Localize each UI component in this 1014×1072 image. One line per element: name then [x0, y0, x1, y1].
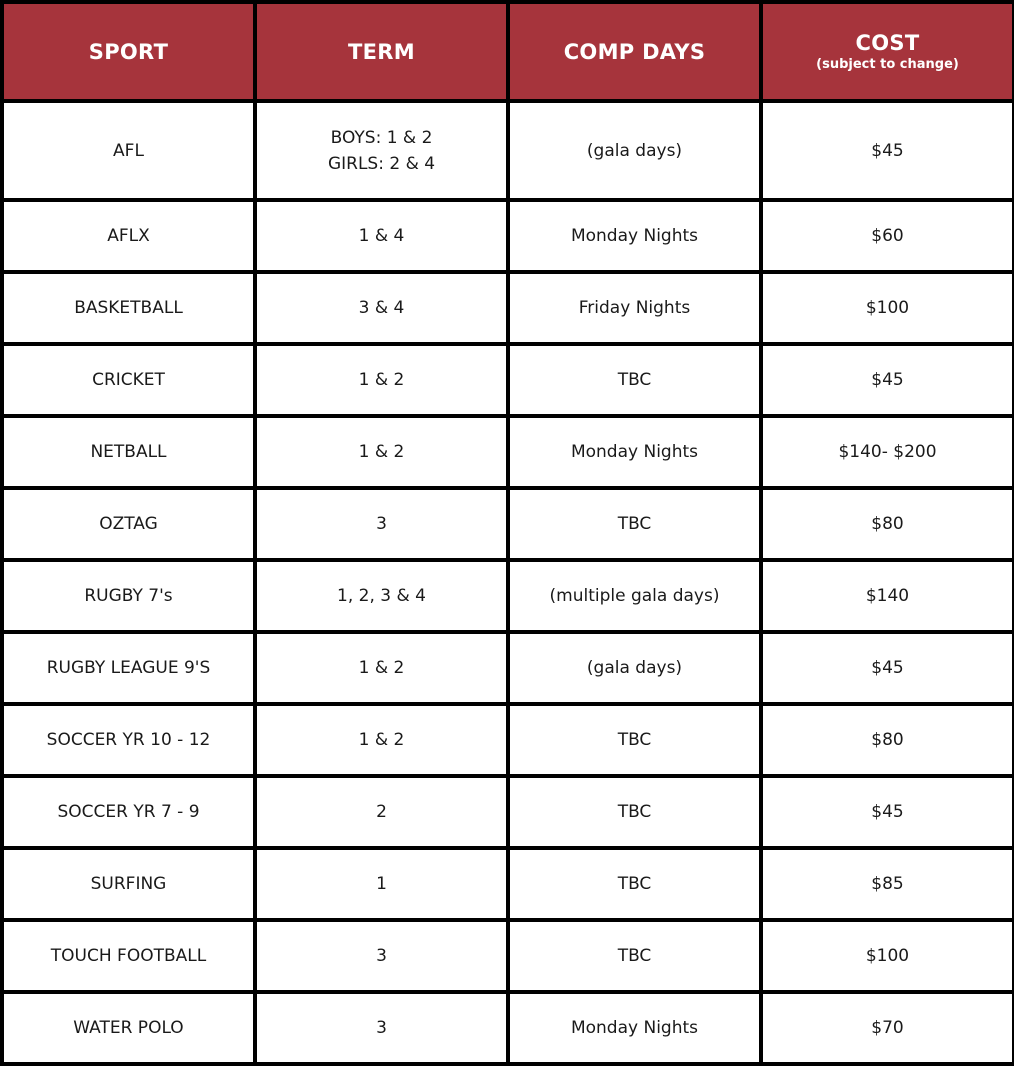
cell-comp-days: TBC [508, 704, 761, 776]
cell-term [255, 632, 508, 704]
table-row [2, 848, 1014, 920]
term-line: GIRLS: 2 & 4 [327, 153, 436, 174]
table-row [2, 101, 1014, 200]
table-row [2, 632, 1014, 704]
cell-cost: $100 [761, 272, 1014, 344]
cell-term [255, 848, 508, 920]
cell-comp-days: Monday Nights [508, 992, 761, 1064]
cell-comp-days: Friday Nights [508, 272, 761, 344]
term-line: 3 & 4 [358, 298, 405, 318]
cell-comp-days: TBC [508, 776, 761, 848]
term-line: 1 [376, 874, 387, 894]
table-row [2, 272, 1014, 344]
term-line: 3 [376, 514, 387, 534]
cell-sport: OZTAG [2, 488, 255, 560]
term-line: 1 & 2 [358, 730, 405, 750]
cell-term [255, 272, 508, 344]
cell-sport: RUGBY 7's [2, 560, 255, 632]
cell-sport: NETBALL [2, 416, 255, 488]
cell-sport: SOCCER YR 10 - 12 [2, 704, 255, 776]
table-row [2, 488, 1014, 560]
cell-term [255, 416, 508, 488]
header-row [2, 2, 1014, 101]
cell-cost: $45 [761, 344, 1014, 416]
header-cost [761, 2, 1014, 101]
cell-comp-days: TBC [508, 848, 761, 920]
cell-comp-days: (gala days) [508, 101, 761, 200]
cell-comp-days: TBC [508, 488, 761, 560]
cell-comp-days: (multiple gala days) [508, 560, 761, 632]
cell-cost: $100 [761, 920, 1014, 992]
cell-cost: $45 [761, 632, 1014, 704]
cell-sport: SURFING [2, 848, 255, 920]
cell-sport: WATER POLO [2, 992, 255, 1064]
term-line: 2 [376, 802, 387, 822]
cell-cost: $80 [761, 488, 1014, 560]
cell-comp-days: Monday Nights [508, 200, 761, 272]
cell-cost: $45 [761, 101, 1014, 200]
header-cost-label: COST [855, 31, 920, 55]
cell-term [255, 776, 508, 848]
table-row [2, 416, 1014, 488]
term-line: 1, 2, 3 & 4 [337, 586, 426, 606]
cell-comp-days: Monday Nights [508, 416, 761, 488]
term-line: 1 & 2 [358, 658, 405, 678]
cell-cost: $45 [761, 776, 1014, 848]
cell-sport: AFLX [2, 200, 255, 272]
table-row [2, 920, 1014, 992]
term-line: 3 [376, 1018, 387, 1038]
table-row [2, 776, 1014, 848]
cell-cost: $60 [761, 200, 1014, 272]
cell-term [255, 704, 508, 776]
header-comp-days: COMP DAYS [508, 2, 761, 101]
cell-term [255, 488, 508, 560]
table-row [2, 344, 1014, 416]
cell-comp-days: TBC [508, 920, 761, 992]
cell-cost: $85 [761, 848, 1014, 920]
table-row [2, 560, 1014, 632]
term-line: 3 [376, 946, 387, 966]
header-sport: SPORT [2, 2, 255, 101]
cell-cost: $140- $200 [761, 416, 1014, 488]
cell-sport: CRICKET [2, 344, 255, 416]
table-row [2, 200, 1014, 272]
cell-term [255, 560, 508, 632]
cell-comp-days: (gala days) [508, 632, 761, 704]
cell-sport: AFL [2, 101, 255, 200]
cell-sport: TOUCH FOOTBALL [2, 920, 255, 992]
table-body [2, 101, 1014, 1064]
table-row [2, 992, 1014, 1064]
cell-comp-days: TBC [508, 344, 761, 416]
cell-term [255, 920, 508, 992]
table-row [2, 704, 1014, 776]
cell-sport: SOCCER YR 7 - 9 [2, 776, 255, 848]
term-line: 1 & 4 [358, 226, 405, 246]
term-line: 1 & 2 [358, 442, 405, 462]
cell-term [255, 200, 508, 272]
cell-cost: $70 [761, 992, 1014, 1064]
cell-term [255, 992, 508, 1064]
cell-sport: RUGBY LEAGUE 9'S [2, 632, 255, 704]
header-cost-note: (subject to change) [816, 57, 959, 72]
table-header [2, 2, 1014, 101]
term-line: 1 & 2 [358, 370, 405, 390]
cell-sport: BASKETBALL [2, 272, 255, 344]
cell-cost: $140 [761, 560, 1014, 632]
cell-term [255, 101, 508, 200]
cell-cost: $80 [761, 704, 1014, 776]
term-line: BOYS: 1 & 2 [330, 127, 433, 148]
cell-term [255, 344, 508, 416]
header-term: TERM [255, 2, 508, 101]
